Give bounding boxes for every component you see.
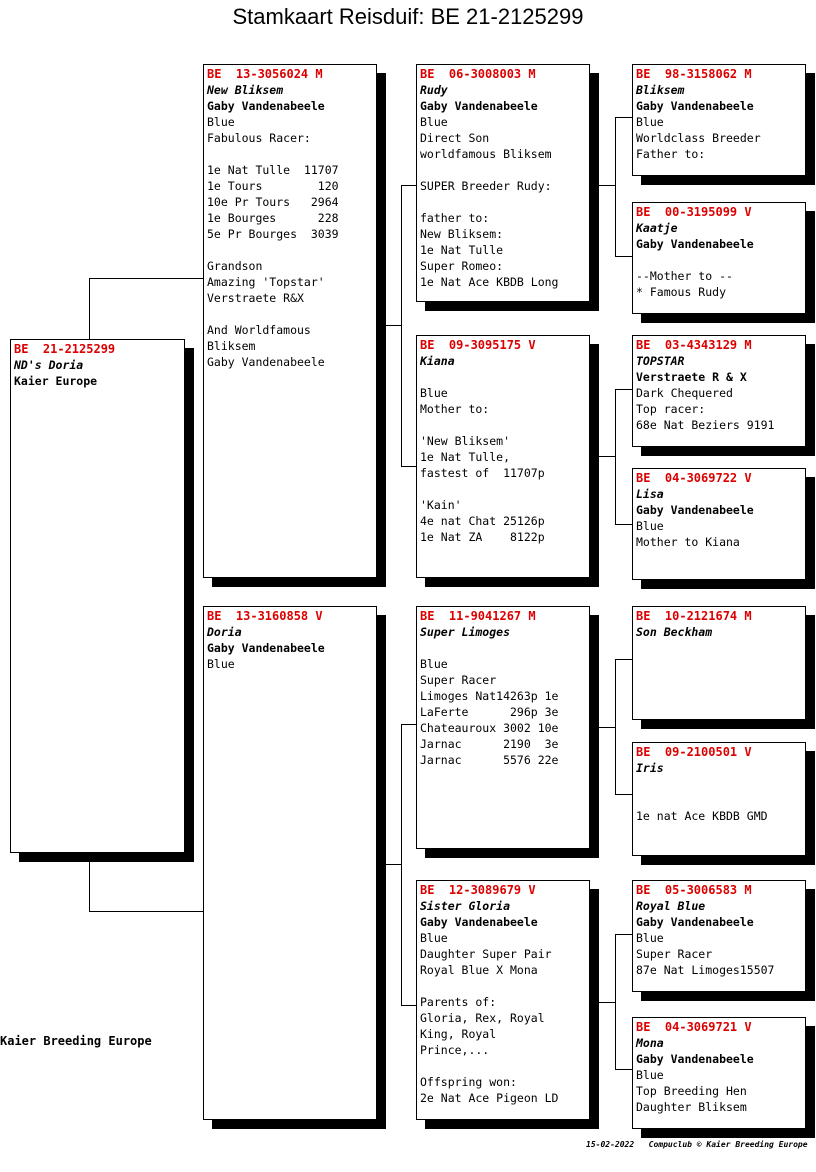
detail-line: Direct Son bbox=[420, 131, 490, 145]
ring-number: BE 21-2125299 bbox=[14, 342, 116, 356]
detail-line: Blue bbox=[207, 115, 235, 129]
detail-line: 'New Bliksem' bbox=[420, 434, 511, 448]
detail-line: Offspring won: bbox=[420, 1075, 517, 1089]
detail-line: Parents of: bbox=[420, 995, 497, 1009]
detail-line bbox=[420, 640, 586, 656]
detail-line bbox=[636, 776, 802, 792]
footer-date: 15-02-2022 bbox=[586, 1140, 635, 1149]
detail-line: Blue bbox=[420, 386, 448, 400]
detail-line: worldfamous Bliksem bbox=[420, 147, 552, 161]
pigeon-card-sire-dam bbox=[416, 335, 590, 578]
detail-line bbox=[207, 306, 373, 322]
detail-line: Jarnac 5576 22e bbox=[420, 753, 559, 767]
ring-number: BE 12-3089679 V bbox=[420, 883, 536, 897]
ring-number: BE 10-2121674 M bbox=[636, 609, 752, 623]
detail-line: Gaby Vandenabeele bbox=[207, 355, 325, 369]
detail-line bbox=[636, 792, 802, 808]
pigeon-name: Mona bbox=[636, 1036, 664, 1050]
pigeon-name: Sister Gloria bbox=[420, 899, 511, 913]
ring-number: BE 98-3158062 M bbox=[636, 67, 752, 81]
pigeon-card-dam-sire bbox=[416, 606, 590, 849]
detail-line bbox=[420, 1058, 586, 1074]
detail-line: Blue bbox=[636, 115, 664, 129]
detail-line: Daughter Bliksem bbox=[636, 1100, 747, 1114]
detail-line: Chateauroux 3002 10e bbox=[420, 721, 559, 735]
detail-line bbox=[420, 194, 586, 210]
pigeon-card-ddd bbox=[632, 1017, 806, 1129]
detail-line: Daughter Super Pair bbox=[420, 947, 552, 961]
ring-number: BE 11-9041267 M bbox=[420, 609, 536, 623]
detail-line: Blue bbox=[207, 657, 235, 671]
detail-line: Prince,... bbox=[420, 1043, 490, 1057]
detail-line: Super Racer bbox=[420, 673, 497, 687]
detail-line: 1e Nat Tulle 11707 bbox=[207, 163, 339, 177]
breeder-line: Gaby Vandenabeele bbox=[420, 99, 538, 113]
detail-line: Mother to Kiana bbox=[636, 535, 740, 549]
detail-line: father to: bbox=[420, 211, 490, 225]
detail-line: 1e Tours 120 bbox=[207, 179, 339, 193]
breeder-line: Gaby Vandenabeele bbox=[636, 1052, 754, 1066]
detail-line: Top Breeding Hen bbox=[636, 1084, 747, 1098]
detail-line: Father to: bbox=[636, 147, 706, 161]
detail-line: 'Kain' bbox=[420, 498, 462, 512]
detail-line bbox=[420, 978, 586, 994]
breeder-line: Gaby Vandenabeele bbox=[636, 503, 754, 517]
pigeon-name: Bliksem bbox=[636, 83, 685, 97]
detail-line bbox=[207, 242, 373, 258]
pigeon-name: Son Beckham bbox=[636, 625, 713, 639]
breeder-line: Gaby Vandenabeele bbox=[636, 915, 754, 929]
pigeon-name: Lisa bbox=[636, 487, 664, 501]
pigeon-name: New Bliksem bbox=[207, 83, 284, 97]
detail-line: 1e Nat ZA 8122p bbox=[420, 530, 545, 544]
detail-line: 87e Nat Limoges15507 bbox=[636, 963, 775, 977]
detail-line: Super Racer bbox=[636, 947, 713, 961]
pigeon-name: ND's Doria bbox=[14, 358, 84, 372]
ring-number: BE 04-3069721 V bbox=[636, 1020, 752, 1034]
pigeon-card-sire bbox=[203, 64, 377, 578]
detail-line: Blue bbox=[636, 1068, 664, 1082]
detail-line: Bliksem bbox=[207, 339, 256, 353]
pigeon-card-dam-dam bbox=[416, 880, 590, 1120]
detail-line: Dark Chequered bbox=[636, 386, 733, 400]
detail-line: LaFerte 296p 3e bbox=[420, 705, 559, 719]
detail-line: Blue bbox=[420, 931, 448, 945]
breeder-line: Gaby Vandenabeele bbox=[207, 641, 325, 655]
detail-line: Blue bbox=[636, 519, 664, 533]
detail-line: Super Romeo: bbox=[420, 259, 504, 273]
pigeon-name: Royal Blue bbox=[636, 899, 706, 913]
detail-line: 1e nat Ace KBDB GMD bbox=[636, 809, 768, 823]
detail-line: --Mother to -- bbox=[636, 269, 733, 283]
detail-line bbox=[207, 146, 373, 162]
breeder-line: Gaby Vandenabeele bbox=[636, 237, 754, 251]
ring-number: BE 04-3069722 V bbox=[636, 471, 752, 485]
pigeon-card-dss bbox=[632, 606, 806, 720]
detail-line bbox=[420, 162, 586, 178]
detail-line: 68e Nat Beziers 9191 bbox=[636, 418, 775, 432]
ring-number: BE 13-3056024 M bbox=[207, 67, 323, 81]
detail-line: Royal Blue X Mona bbox=[420, 963, 538, 977]
pigeon-card-sss bbox=[632, 64, 806, 176]
detail-line: 2e Nat Ace Pigeon LD bbox=[420, 1091, 559, 1105]
detail-line: King, Royal bbox=[420, 1027, 497, 1041]
detail-line: Verstraete R&X bbox=[207, 291, 304, 305]
ring-number: BE 03-4343129 M bbox=[636, 338, 752, 352]
detail-line: Amazing 'Topstar' bbox=[207, 275, 325, 289]
detail-line: Top racer: bbox=[636, 402, 706, 416]
footer-copyright: Compuclub © Kaier Breeding Europe bbox=[648, 1140, 808, 1149]
page-title: Stamkaart Reisduif: BE 21-2125299 bbox=[232, 4, 584, 29]
detail-line: Worldclass Breeder bbox=[636, 131, 761, 145]
breeder-line: Gaby Vandenabeele bbox=[207, 99, 325, 113]
owner-line: Kaier Europe bbox=[14, 374, 98, 388]
detail-line: Grandson bbox=[207, 259, 263, 273]
ring-number: BE 09-2100501 V bbox=[636, 745, 752, 759]
detail-line: 1e Nat Tulle bbox=[420, 243, 504, 257]
detail-line bbox=[420, 417, 586, 433]
detail-line: New Bliksem: bbox=[420, 227, 504, 241]
detail-line: 1e Nat Tulle, bbox=[420, 450, 511, 464]
detail-line: Mother to: bbox=[420, 402, 490, 416]
detail-line: Blue bbox=[636, 931, 664, 945]
detail-line: Jarnac 2190 3e bbox=[420, 737, 559, 751]
detail-line: fastest of 11707p bbox=[420, 466, 545, 480]
footer-breeder: Kaier Breeding Europe bbox=[0, 1034, 152, 1048]
pigeon-name: Iris bbox=[636, 761, 664, 775]
detail-line: Blue bbox=[420, 115, 448, 129]
pigeon-name: Kaatje bbox=[636, 221, 678, 235]
pigeon-name: Doria bbox=[207, 625, 242, 639]
pigeon-card-sire-sire bbox=[416, 64, 590, 302]
pigeon-name: Rudy bbox=[420, 83, 448, 97]
detail-line: * Famous Rudy bbox=[636, 285, 727, 299]
detail-line: 5e Pr Bourges 3039 bbox=[207, 227, 339, 241]
pigeon-name: Kiana bbox=[420, 354, 455, 368]
detail-line: 1e Nat Ace KBDB Long bbox=[420, 275, 559, 289]
pigeon-card-ssd bbox=[632, 202, 806, 314]
footer-credit bbox=[586, 1140, 808, 1149]
breeder-line: Verstraete R & X bbox=[636, 370, 747, 384]
detail-line: 10e Pr Tours 2964 bbox=[207, 195, 339, 209]
detail-line: 4e nat Chat 25126p bbox=[420, 514, 545, 528]
detail-line: Limoges Nat14263p 1e bbox=[420, 689, 559, 703]
pigeon-card-dam bbox=[203, 606, 377, 1120]
detail-line: Blue bbox=[420, 657, 448, 671]
pigeon-name: TOPSTAR bbox=[636, 354, 685, 368]
detail-line: Fabulous Racer: bbox=[207, 131, 311, 145]
detail-line: 1e Bourges 228 bbox=[207, 211, 339, 225]
breeder-line: Gaby Vandenabeele bbox=[636, 99, 754, 113]
detail-line: SUPER Breeder Rudy: bbox=[420, 179, 552, 193]
ring-number: BE 05-3006583 M bbox=[636, 883, 752, 897]
ring-number: BE 13-3160858 V bbox=[207, 609, 323, 623]
detail-line bbox=[420, 369, 586, 385]
pigeon-name: Super Limoges bbox=[420, 625, 511, 639]
detail-line bbox=[420, 481, 586, 497]
pigeon-card-sdd bbox=[632, 468, 806, 580]
pigeon-card-dsd bbox=[632, 742, 806, 856]
ring-number: BE 09-3095175 V bbox=[420, 338, 536, 352]
pigeon-card-subject bbox=[10, 339, 185, 853]
detail-line: And Worldfamous bbox=[207, 323, 311, 337]
ring-number: BE 00-3195099 V bbox=[636, 205, 752, 219]
ring-number: BE 06-3008003 M bbox=[420, 67, 536, 81]
pigeon-card-dds bbox=[632, 880, 806, 992]
breeder-line: Gaby Vandenabeele bbox=[420, 915, 538, 929]
detail-line bbox=[636, 252, 802, 268]
pigeon-card-sds bbox=[632, 335, 806, 447]
detail-line: Gloria, Rex, Royal bbox=[420, 1011, 545, 1025]
